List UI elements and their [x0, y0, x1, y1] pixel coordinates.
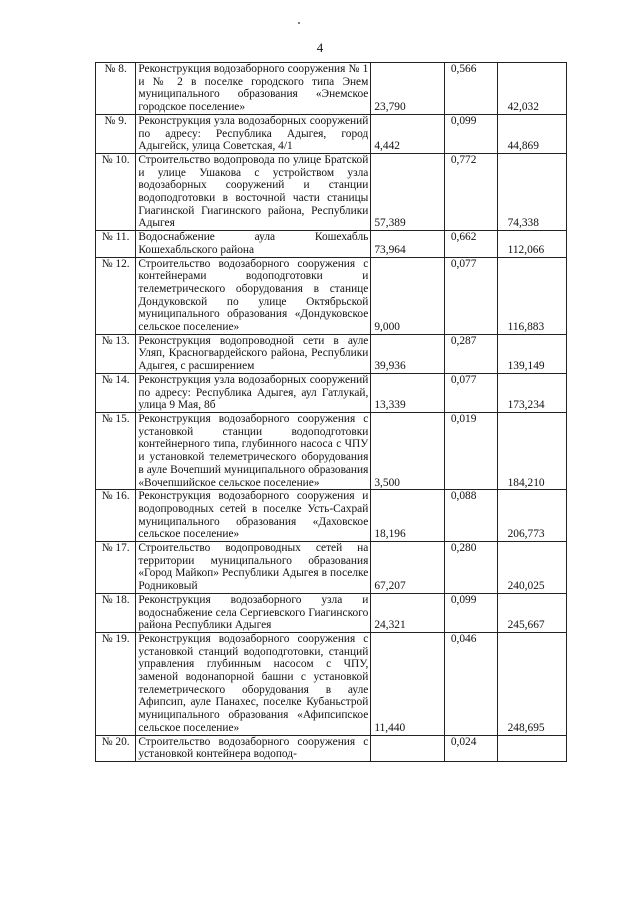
row-total-text: 42,032: [507, 101, 539, 114]
row-number: № 9.: [96, 114, 136, 153]
row-value-text: 11,440: [374, 721, 406, 734]
row-total: [497, 412, 566, 489]
row-description: Строительство водозаборного сооружения с контейнерами водоподготовки и телеметрического оборудования в станице Дондуковской по улице Октябрьской муниципального образования «Дондуковское сельское поселение»: [136, 257, 371, 334]
row-total-text: 248,695: [507, 721, 545, 734]
row-share-text: 0,077: [450, 373, 477, 386]
table-row: [96, 593, 567, 632]
row-value: [371, 490, 444, 542]
row-total: [497, 257, 566, 334]
row-value-text: 13,339: [374, 399, 406, 412]
row-number: № 16.: [96, 490, 136, 542]
table-row: [96, 735, 567, 761]
row-share-text: 0,566: [450, 63, 477, 75]
row-value: [371, 334, 444, 373]
row-number: № 13.: [96, 334, 136, 373]
row-share-text: 0,099: [450, 593, 477, 606]
row-value-text: 9,000: [374, 321, 400, 334]
row-number: № 10.: [96, 153, 136, 230]
row-total: [497, 231, 566, 257]
row-total-text: 173,234: [507, 399, 545, 412]
row-total: [497, 153, 566, 230]
table-row: [96, 490, 567, 542]
table-row: [96, 334, 567, 373]
row-total: [497, 373, 566, 412]
row-share: [444, 153, 497, 230]
row-value-text: 67,207: [374, 580, 406, 593]
row-share: [444, 593, 497, 632]
row-value: [371, 257, 444, 334]
row-description: Водоснабжение аула Кошехабль Кошехабльского района: [136, 231, 371, 257]
row-value-text: 23,790: [374, 101, 406, 114]
row-value-text: 4,442: [374, 140, 400, 153]
row-share: [444, 114, 497, 153]
row-value: [371, 63, 444, 115]
row-value: [371, 632, 444, 735]
table-row: [96, 412, 567, 489]
row-description: Реконструкция узла водозаборных сооружений по адресу: Республика Адыгея, аул Гатлукай, улица 9 Мая, 8б: [136, 373, 371, 412]
investment-table: [95, 62, 567, 762]
row-number: № 11.: [96, 231, 136, 257]
row-total: [497, 490, 566, 542]
row-number: № 17.: [96, 542, 136, 594]
row-total-text: 139,149: [507, 360, 545, 373]
row-total: [497, 114, 566, 153]
row-value: [371, 735, 444, 761]
row-value: [371, 412, 444, 489]
row-share-text: 0,046: [450, 632, 477, 645]
row-share-text: 0,772: [450, 153, 477, 166]
row-total-text: 116,883: [507, 321, 545, 334]
row-total-text: 112,066: [507, 243, 545, 256]
row-share: [444, 632, 497, 735]
table-row: [96, 257, 567, 334]
row-number: № 20.: [96, 735, 136, 761]
row-description: Строительство водозаборного сооружения с установкой контейнера водопод-: [136, 735, 371, 761]
row-value-text: 24,321: [374, 619, 406, 632]
row-value-text: 3,500: [374, 476, 400, 489]
row-value: [371, 542, 444, 594]
table-row: [96, 632, 567, 735]
row-share: [444, 490, 497, 542]
row-number: № 14.: [96, 373, 136, 412]
row-value-text: 39,936: [374, 360, 406, 373]
row-share: [444, 373, 497, 412]
row-total: [497, 735, 566, 761]
table-row: [96, 373, 567, 412]
row-share-text: 0,077: [450, 257, 477, 270]
row-total-text: 240,025: [507, 580, 545, 593]
row-value: [371, 114, 444, 153]
row-total-text: 44,869: [507, 140, 539, 153]
scan-speck: [298, 22, 300, 24]
row-description: Реконструкция водозаборного сооружения с установкой станций водоподготовки, станций управления глубинным насосом с ЧПУ, заменой водонапорной башни с установкой телеметрического оборудования в ауле Афипсип, ауле Панахес, поселке Кубаньстрой муниципального образования «Афипсипское сельское поселение»: [136, 632, 371, 735]
table-body: [96, 63, 567, 762]
row-share: [444, 412, 497, 489]
table-row: [96, 231, 567, 257]
row-share: [444, 231, 497, 257]
row-total-text: 184,210: [507, 476, 545, 489]
row-number: № 8.: [96, 63, 136, 115]
row-description: Реконструкция водозаборного сооружения № 1 и № 2 в поселке городского типа Энем муниципального образования «Энемское городское поселение»: [136, 63, 371, 115]
row-number: № 12.: [96, 257, 136, 334]
row-share-text: 0,088: [450, 490, 477, 503]
row-share: [444, 735, 497, 761]
row-value-text: 57,389: [374, 217, 406, 230]
row-description: Реконструкция водозаборного сооружения и водопроводных сетей в поселке Усть-Сахрай муниципального образования «Даховское сельское поселение»: [136, 490, 371, 542]
row-description: Реконструкция водозаборного сооружения с установкой станции водоподготовки контейнерного типа, глубинного насоса с ЧПУ и установкой телеметрического оборудования в ауле Вочепший муниципального образования «Вочепшийское сельское поселение»: [136, 412, 371, 489]
row-value: [371, 593, 444, 632]
row-value: [371, 231, 444, 257]
row-share: [444, 63, 497, 115]
row-description: Реконструкция водозаборного узла и водоснабжение села Сергиевского Гиагинского района Республики Адыгея: [136, 593, 371, 632]
table-row: [96, 542, 567, 594]
row-share: [444, 542, 497, 594]
row-share-text: 0,280: [450, 542, 477, 555]
row-share-text: 0,019: [450, 412, 477, 425]
row-total-text: 74,338: [507, 217, 539, 230]
row-description: Реконструкция узла водозаборных сооружений по адресу: Республика Адыгея, город Адыгейск, улица Советская, 4/1: [136, 114, 371, 153]
row-value-text: 73,964: [374, 243, 406, 256]
row-share-text: 0,287: [450, 334, 477, 347]
row-number: № 15.: [96, 412, 136, 489]
row-value: [371, 373, 444, 412]
row-total: [497, 542, 566, 594]
row-description: Реконструкция водопроводной сети в ауле Уляп, Красногвардейского района, Республики Адыгея, с расширением: [136, 334, 371, 373]
row-total: [497, 593, 566, 632]
row-number: № 18.: [96, 593, 136, 632]
row-share-text: 0,662: [450, 231, 477, 244]
row-share-text: 0,024: [450, 735, 477, 748]
row-total: [497, 334, 566, 373]
table-row: [96, 153, 567, 230]
row-share: [444, 257, 497, 334]
row-share: [444, 334, 497, 373]
row-description: Строительство водопровода по улице Братской и улице Ушакова с устройством узла водозаборных сооружений и станции водоподготовки в восточной части станицы Гиагинской Гиагинского района, Республики Адыгея: [136, 153, 371, 230]
row-total: [497, 63, 566, 115]
row-share-text: 0,099: [450, 114, 477, 127]
row-description: Строительство водопроводных сетей на территории муниципального образования «Город Майкоп» Республики Адыгея в поселке Родниковый: [136, 542, 371, 594]
row-total: [497, 632, 566, 735]
row-total-text: 245,667: [507, 619, 545, 632]
page-number: 4: [316, 40, 324, 55]
row-value: [371, 153, 444, 230]
row-value-text: 18,196: [374, 528, 406, 541]
row-number: № 19.: [96, 632, 136, 735]
row-total-text: 206,773: [507, 528, 545, 541]
table-row: [96, 63, 567, 115]
table-row: [96, 114, 567, 153]
